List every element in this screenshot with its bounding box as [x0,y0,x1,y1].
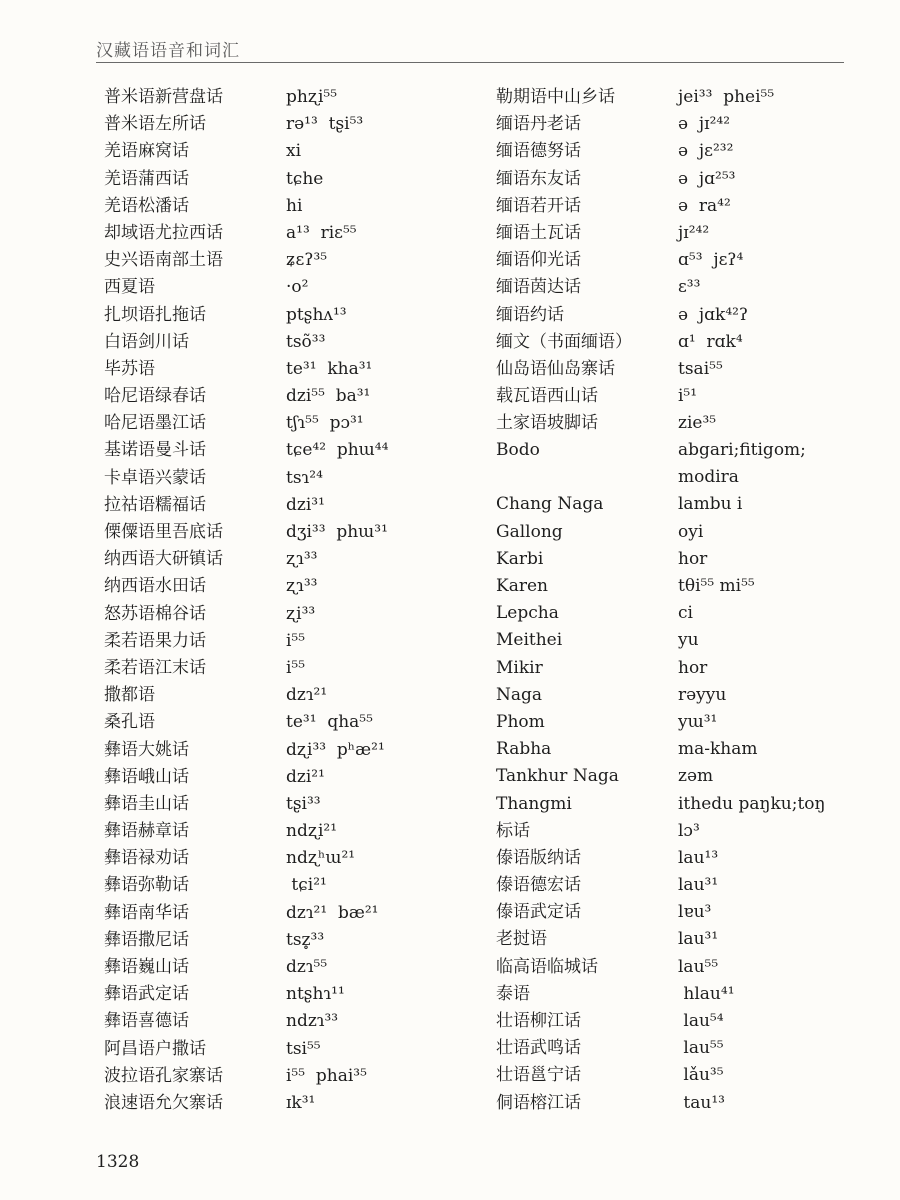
language-name: 彝语赫章话 [104,821,189,842]
language-name: 彝语巍山话 [104,957,189,977]
word-form: lau³¹ [678,929,719,950]
language-name: 仙岛语仙岛寨话 [496,358,615,379]
language-name: 普米语新营盘话 [104,87,223,107]
entry-row [496,519,868,546]
language-name: 哈尼语墨江话 [104,413,206,434]
entry-row [104,383,476,410]
word-form: lǎu³⁵ [678,1065,724,1086]
entry-row [496,845,868,872]
entry-row [496,410,868,437]
entry-row [104,818,476,845]
word-form: tau¹³ [678,1092,725,1113]
language-name: 傣语武定话 [496,902,581,923]
language-name: Thangmi [496,793,572,814]
word-form: tsz̥³³ [286,929,325,950]
language-name: 柔若语果力话 [104,630,206,651]
entry-row [104,601,476,628]
running-header: 汉藏语语音和词汇 [96,41,240,61]
entry-row [496,437,868,491]
word-form: dʒi³³ phɯ³¹ [286,522,388,542]
language-name: Naga [496,684,543,705]
entry-row [496,274,868,301]
word-form: jɪ²⁴² [678,222,710,243]
entry-row [104,845,476,872]
language-name: 彝语弥勒话 [104,875,189,896]
language-name: 彝语大姚话 [104,739,189,760]
word-form: rə¹³ tʂi⁵³ [286,114,364,135]
word-form: te³¹ qha⁵⁵ [286,712,373,733]
entry-row [104,302,476,329]
language-name: 彝语圭山话 [104,793,189,814]
language-name: 纳西语大研镇话 [104,549,223,570]
language-name: 彝语喜德话 [104,1011,189,1032]
word-form: ʐi³³ [286,603,316,624]
entry-row [104,111,476,138]
entry-row [496,682,868,709]
entry-row [496,193,868,220]
language-name: Chang Naga [496,494,604,515]
word-form: ə jɑ²⁵³ [678,168,736,189]
entry-row [496,627,868,654]
language-name: 壮语邕宁话 [496,1065,581,1086]
entry-row [496,736,868,763]
word-form: i⁵⁵ [286,630,306,651]
entry-row [496,1090,868,1117]
language-name: 缅语若开话 [496,195,581,216]
entry-row [104,981,476,1008]
entry-row [496,302,868,329]
entry-row [104,1063,476,1090]
word-form: dzɿ²¹ [286,685,328,706]
word-form: yɯ³¹ [678,711,718,732]
language-name: 纳西语水田话 [104,576,206,597]
entry-row [104,546,476,573]
entry-row [496,383,868,410]
language-name: 缅文（书面缅语） [496,331,632,352]
word-form: i⁵⁵ phai³⁵ [286,1065,367,1086]
word-form: dzi²¹ [286,766,325,787]
entry-row [496,329,868,356]
language-name: Karbi [496,548,544,569]
entry-row [104,138,476,165]
entry-row [496,491,868,518]
language-name: Lepcha [496,603,559,624]
language-name: 老挝语 [496,929,547,950]
word-form: yu [678,630,699,651]
entry-row [496,1008,868,1035]
entry-row [104,410,476,437]
language-name: Bodo [496,440,540,461]
entry-row [104,274,476,301]
word-form: dzɿ⁵⁵ [286,957,328,977]
word-form: tsõ³³ [286,331,326,352]
entry-row [104,709,476,736]
entry-row [104,166,476,193]
language-name: 缅语约话 [496,304,564,325]
language-name: 彝语峨山话 [104,766,189,787]
language-name: 彝语武定话 [104,984,189,1005]
word-form: lau⁵⁵ [678,1038,724,1059]
word-form: tɕi²¹ [286,875,327,896]
language-name: 缅语土瓦话 [496,222,581,243]
word-form: oyi [678,521,704,542]
entry-row [104,737,476,764]
entry-row [496,247,868,274]
word-form: lau¹³ [678,847,719,868]
word-form: ntʂhɿ¹¹ [286,984,345,1005]
entry-row [496,1035,868,1062]
language-name: 标话 [496,820,530,841]
word-form: tɕe⁴² phɯ⁴⁴ [286,440,389,461]
word-form: lau⁵⁵ [678,956,719,977]
language-name: 浪速语允欠寨话 [104,1092,223,1113]
word-form: ci [678,603,693,624]
word-form: abgari;fitigom; modira [678,440,806,488]
word-form: lɔ³ [678,820,700,841]
word-form: ə jɑk⁴²ʔ [678,304,749,325]
word-form: i⁵¹ [678,386,698,407]
language-name: Meithei [496,630,563,651]
entry-row [496,791,868,818]
language-name: 羌语松潘话 [104,195,189,216]
entry-row [104,927,476,954]
word-form: ndʐʰɯ²¹ [286,848,356,869]
left-column [104,84,476,1117]
word-form: ʐɿ³³ [286,549,318,570]
language-name: 土家语坡脚话 [496,413,598,434]
word-form: dʐi³³ pʰæ²¹ [286,739,385,760]
word-form: lau³¹ [678,875,719,896]
language-name: 西夏语 [104,277,155,298]
language-name: 普米语左所话 [104,114,206,135]
word-form: tθi⁵⁵ mi⁵⁵ [678,576,755,596]
entry-row [104,900,476,927]
word-form: ɛ³³ [678,277,701,298]
entry-row [496,600,868,627]
word-form: tɕhe [286,168,324,189]
language-name: 阿昌语户撒话 [104,1038,206,1059]
language-name: 扎坝语扎拖话 [104,304,206,325]
word-form: dzɿ²¹ bæ²¹ [286,902,379,923]
entry-row [104,220,476,247]
language-name: 柔若语江末话 [104,657,206,678]
word-form: hi [286,195,303,216]
entry-row [104,682,476,709]
entry-row [104,791,476,818]
word-form: zəm [678,766,714,787]
entry-row [104,1090,476,1117]
entry-row [496,818,868,845]
entry-row [104,465,476,492]
entry-row [496,954,868,981]
language-name: 缅语丹老话 [496,114,581,135]
word-form: ə ra⁴² [678,195,731,216]
language-name: 羌语麻窝话 [104,141,189,162]
language-name: 壮语柳江话 [496,1011,581,1031]
word-form: ·o² [286,277,309,298]
entry-row [496,84,868,111]
word-form: jei³³ phei⁵⁵ [678,87,775,107]
right-column [496,84,868,1117]
header-rule [96,62,844,63]
word-form: rəyyu [678,684,727,705]
entry-row [496,220,868,247]
word-form: tʂi³³ [286,793,321,814]
word-form: hlau⁴¹ [678,983,735,1004]
word-form: hor [678,657,708,678]
entry-row [104,1008,476,1035]
language-name: 怒苏语棉谷话 [104,603,206,624]
word-form: lau⁵⁴ [678,1011,724,1031]
entry-row [104,628,476,655]
language-name: Mikir [496,657,543,678]
language-name: 波拉语孔家寨话 [104,1065,223,1086]
entry-row [104,573,476,600]
language-name: 缅语东友话 [496,168,581,189]
entry-row [104,519,476,546]
entry-row [104,764,476,791]
entry-row [496,709,868,736]
word-form: a¹³ riɛ⁵⁵ [286,222,357,243]
word-form: hor [678,548,708,569]
word-form: ə jɪ²⁴² [678,114,731,135]
language-name: 彝语撒尼话 [104,929,189,950]
entry-row [104,193,476,220]
language-name: 白语剑川话 [104,331,189,352]
word-form: lambu i [678,494,743,515]
language-name: Rabha [496,739,552,760]
language-name: 毕苏语 [104,358,155,379]
entry-row [496,573,868,600]
language-name: 临高语临城话 [496,956,598,977]
language-name: 拉祜语糯福话 [104,494,206,515]
language-name: Phom [496,711,545,732]
language-name: 史兴语南部土语 [104,250,223,271]
entry-row [104,84,476,111]
entry-row [496,926,868,953]
language-name: 彝语南华话 [104,902,189,923]
language-name: 勒期语中山乡话 [496,87,615,107]
word-form: ɪk³¹ [286,1092,316,1113]
language-name: 载瓦语西山话 [496,386,598,407]
word-form: ndʐi²¹ [286,821,338,842]
word-form: lɐu³ [678,902,712,923]
entry-row [496,546,868,573]
language-name: 傣语版纳话 [496,847,581,868]
language-name: Karen [496,576,548,596]
entry-row [104,329,476,356]
language-name: 哈尼语绿春话 [104,386,206,407]
language-name: 泰语 [496,983,530,1004]
language-name: 缅语德努话 [496,141,581,162]
entry-row [104,492,476,519]
word-form: dzi³¹ [286,494,325,515]
entry-row [496,356,868,383]
word-form: dzi⁵⁵ ba³¹ [286,386,371,407]
language-name: 壮语武鸣话 [496,1038,581,1059]
language-name: 基诺语曼斗话 [104,440,206,461]
word-form: phʐi⁵⁵ [286,87,338,107]
language-name: 羌语蒲西话 [104,168,189,189]
page-number: 1328 [96,1152,140,1172]
word-form: ma-kham [678,739,758,760]
word-form: ʑɛʔ³⁵ [286,250,328,271]
entry-row [496,166,868,193]
word-form: te³¹ kha³¹ [286,358,373,379]
entry-row [496,111,868,138]
language-name: 桑孔语 [104,712,155,733]
word-form: xi [286,141,302,162]
language-name: 缅语茵达话 [496,277,581,298]
word-form: tsɿ²⁴ [286,467,323,488]
entry-row [104,872,476,899]
language-name: 侗语榕江话 [496,1092,581,1113]
word-form: tsi⁵⁵ [286,1038,321,1059]
entry-row [496,981,868,1008]
language-name: 傈僳语里吾底话 [104,522,223,542]
word-form: ʐɿ³³ [286,576,318,597]
entry-row [104,356,476,383]
entry-row [496,899,868,926]
entry-row [496,138,868,165]
entry-row [104,954,476,981]
word-form: ithedu paŋku;toŋ [678,793,826,814]
language-name: Tankhur Naga [496,766,619,787]
word-form: ndzɿ³³ [286,1011,339,1032]
language-name: 傣语德宏话 [496,875,581,896]
entry-row [496,1062,868,1089]
entry-row [104,247,476,274]
language-name: 撒都语 [104,685,155,706]
entry-row [496,872,868,899]
language-name: Gallong [496,521,563,542]
language-name: 卡卓语兴蒙话 [104,467,206,488]
entry-row [496,763,868,790]
entry-row [496,655,868,682]
language-name: 彝语禄劝话 [104,848,189,869]
entry-row [104,655,476,682]
word-form: ɑ¹ rɑk⁴ [678,331,743,352]
word-form: ə jɛ²³² [678,141,734,162]
language-name: 却域语尤拉西话 [104,222,223,243]
word-form: zie³⁵ [678,413,717,434]
entry-row [104,437,476,464]
word-form: tʃɿ⁵⁵ pɔ³¹ [286,413,364,434]
language-name: 缅语仰光话 [496,250,581,271]
word-form: ptʂhʌ¹³ [286,304,347,325]
word-form: ɑ⁵³ jɛʔ⁴ [678,250,744,271]
word-form: i⁵⁵ [286,657,306,678]
entry-row [104,1036,476,1063]
word-form: tsai⁵⁵ [678,358,723,379]
